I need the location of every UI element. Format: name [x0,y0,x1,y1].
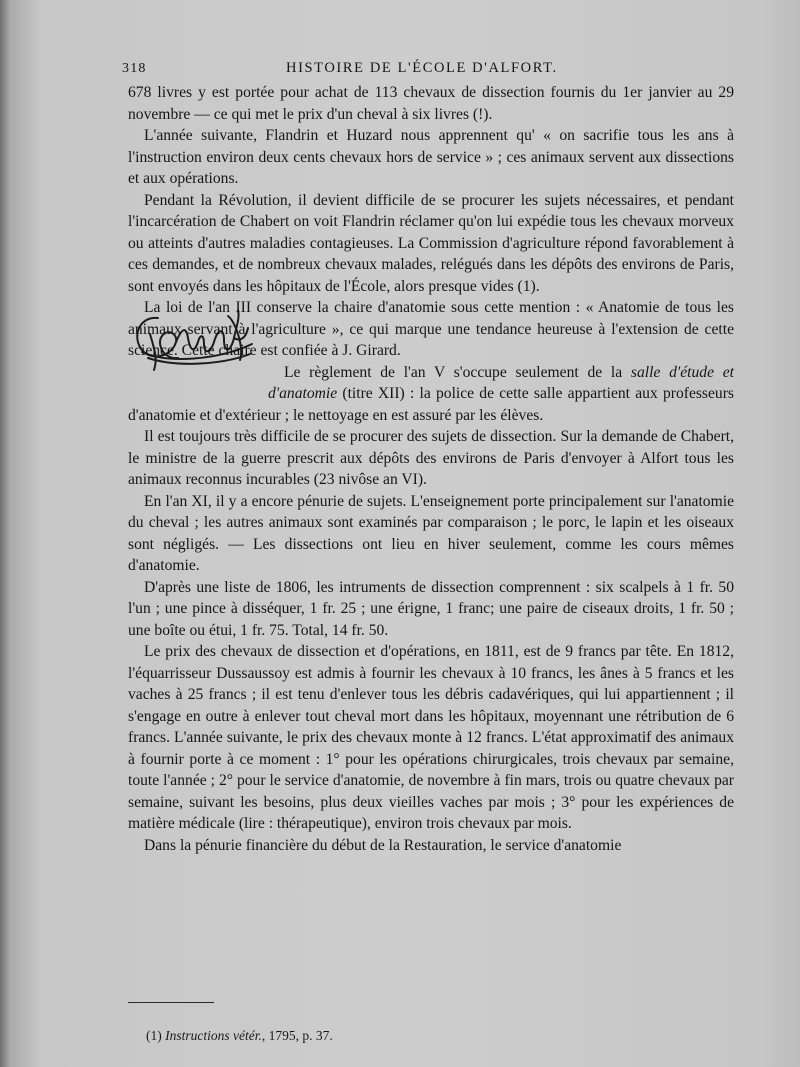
paragraph-4-end: (titre XII) : la police de cette salle appartient aux professeurs d'anatomie et d'extérieur ; le nettoyage en est assuré par les élèves. [128,385,734,424]
footnote-rule [128,1002,214,1003]
paragraph-8: Le prix des chevaux de dissection et d'opérations, en 1811, est de 9 francs par tête. En 1812, l'équarrisseur Dussaussoy est admis à fournir les chevaux à 10 francs, les ânes à 5 francs et les vaches à 25 francs ; il est tenu d'enlever tous les débris cadavériques, qui lui appartiennent ; il s'engage en outre à enlever tout cheval mort dans les hôpitaux, moyennant une rétribution de 6 francs. L'année suivante, le prix des chevaux monte à 12 francs. L'état approximatif des animaux à fournir porte à ce moment : 1° pour les opérations chirurgicales, trois chevaux par semaine, toute l'année ; 2° pour le service d'anatomie, de novembre à fin mars, trois ou quatre chevaux par semaine, suivant les besoins, plus deux vieilles vaches par mois ; 3° pour les expériences de matière médicale (lire : thérapeutique), environ trois chevaux par mois. [128,643,734,832]
paragraph-5: Il est toujours très difficile de se procurer des sujets de dissection. Sur la demande de Chabert, le ministre de la guerre prescrit aux dépôts des environs de Paris d'envoyer à Alfort tous les animaux reconnus incurables (23 nivôse an VI). [128,428,734,488]
paragraph-3-lead [128,297,734,362]
paragraph-1: L'année suivante, Flandrin et Huzard nous apprennent qu' « on sacrifie tous les ans à l'instruction environ deux cents chevaux hors de service » ; ces animaux servent aux dissections et aux opérations. [128,127,734,187]
running-header [122,58,734,82]
paragraph-6: En l'an XI, il y a encore pénurie de sujets. L'enseignement porte principalement sur l'anatomie du cheval ; les autres animaux sont examinés par comparaison ; le porc, le lapin et les oiseaux sont négligés. — Les dissections ont lieu en hiver seulement, comme les cours mêmes d'anatomie. [128,492,734,574]
footnote-source: Instructions vétér. [165,1028,262,1043]
paragraph-3: La loi de l'an III conserve la chaire d'anatomie sous cette mention : « Anatomie de tous les animaux servant à l'agriculture », ce qui marque une tendance heureuse à l'extension de cette science. Cette chaire est confiée à J. Girard. [128,299,734,359]
page-text [122,58,734,856]
paragraph-4-start: Le règlement de l'an V s'occupe seulement de la [284,363,631,381]
paragraph-4-italic: salle d'étude et d'anatomie [268,363,734,402]
running-title: HISTOIRE DE L'ÉCOLE D'ALFORT. [286,60,558,76]
paragraph-7: D'après une liste de 1806, les intruments de dissection comprennent : six scalpels à 1 fr. 50 l'un ; une pince à disséquer, 1 fr. 25 ; une érigne, 1 franc; une paire de ciseaux droits, 1 fr. 50 ; une boîte ou étui, 1 fr. 75. Total, 14 fr. 50. [128,578,734,639]
paragraph-9: Dans la pénurie financière du début de la Restauration, le service d'anatomie [144,836,622,854]
footnote [146,1028,646,1044]
footnote-rest: , 1795, p. 37. [261,1028,333,1043]
paragraph-2: Pendant la Révolution, il devient difficile de se procurer les sujets nécessaires, et pendant l'incarcération de Chabert on voit Flandrin réclamer qu'on lui expédie tous les chevaux morveux ou atteints d'autres maladies contagieuses. La Commission d'agriculture répond favorablement à ces demandes, et de nombreux chevaux malades, relégués dans les dépôts des environs de Paris, sont envoyés dans les hôpitaux de l'École, alors presque vides (1). [128,191,734,295]
page-number: 318 [122,61,147,76]
paragraph-continued: 678 livres y est portée pour achat de 113 chevaux de dissection fournis du 1er janvier au 29 novembre — ce qui met le prix d'un cheval à six livres (!). [128,84,734,123]
footnote-marker: (1) [146,1028,166,1043]
